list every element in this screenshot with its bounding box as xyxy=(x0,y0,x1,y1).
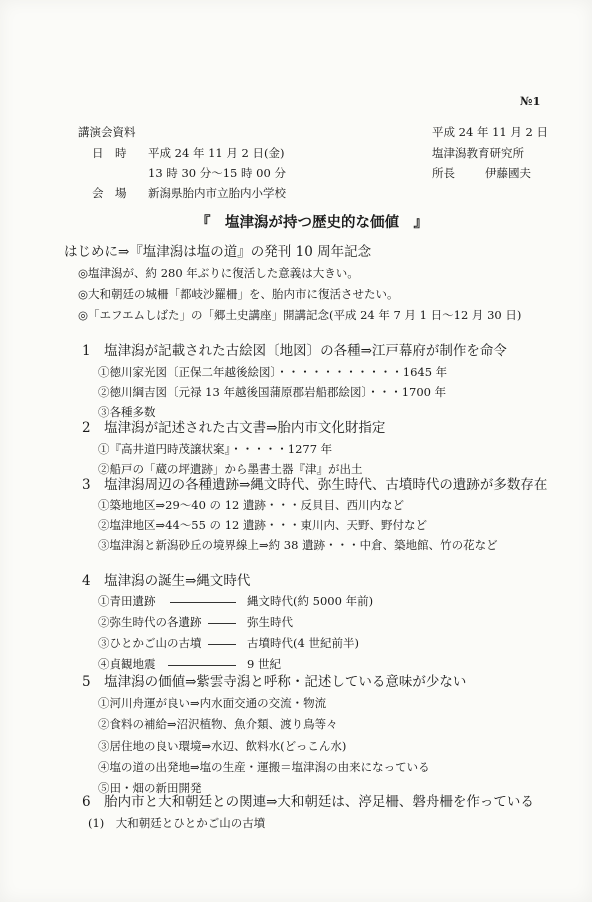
timeline-right: 弥生時代 xyxy=(247,615,293,629)
dash-line xyxy=(170,602,236,603)
dash-line xyxy=(168,665,236,666)
time-value: 13 時 30 分～15 時 00 分 xyxy=(148,166,286,180)
section-heading: 4 塩津潟の誕生⇒縄文時代 xyxy=(82,573,251,589)
section-item: ②塩津地区⇒44～55 の 12 遺跡・・・東川内、天野、野付など xyxy=(98,518,427,532)
author-name: 伊藤國夫 xyxy=(485,166,531,180)
author-role: 所長 xyxy=(432,166,455,180)
timeline-left: ③ひとかご山の古墳 xyxy=(98,636,202,650)
section-item: ①河川舟運が良い⇒内水面交通の交流・物流 xyxy=(98,696,327,710)
doc-type-label: 講演会資料 xyxy=(78,125,136,139)
intro-item: ◎塩津潟が、約 280 年ぶりに復活した意義は大きい。 xyxy=(78,266,359,280)
section-heading: 2 塩津潟が記述された古文書⇒胎内市文化財指定 xyxy=(82,420,386,436)
section-heading: 3 塩津潟周辺の各種遺跡⇒縄文時代、弥生時代、古墳時代の遺跡が多数存在 xyxy=(82,477,548,493)
doc-date: 平成 24 年 11 月 2 日 xyxy=(432,125,549,139)
timeline-left: ②弥生時代の各遺跡 xyxy=(98,615,202,629)
dash-line xyxy=(208,644,236,645)
timeline-right: 古墳時代(4 世紀前半) xyxy=(247,636,359,650)
section-item: (1) 大和朝廷とひとかご山の古墳 xyxy=(88,816,266,830)
document-title: 『 塩津潟が持つ歴史的な価値 』 xyxy=(196,214,428,231)
section-item: ②徳川綱吉図〔元禄 13 年越後国蒲原郡岩船郡絵図〕・・・1700 年 xyxy=(98,385,447,399)
timeline-left: ④貞観地震 xyxy=(98,657,156,671)
venue-value: 新潟県胎内市立胎内小学校 xyxy=(148,186,286,200)
section-item: ③塩津潟と新潟砂丘の境界線上⇒約 38 遺跡・・・中倉、築地館、竹の花など xyxy=(98,538,498,552)
page-number: №1 xyxy=(520,94,541,108)
datetime-label: 日 時 xyxy=(92,146,127,160)
section-heading: 5 塩津潟の価値⇒紫雲寺潟と呼称・記述している意味が少ない xyxy=(82,674,467,690)
intro-item: ◎大和朝廷の城柵「都岐沙羅柵」を、胎内市に復活させたい。 xyxy=(78,287,399,301)
timeline-left: ①青田遺跡 xyxy=(98,594,156,608)
timeline-right: 縄文時代(約 5000 年前) xyxy=(247,594,374,608)
section-heading: 1 塩津潟が記載された古絵図〔地図〕の各種⇒江戸幕府が制作を命令 xyxy=(82,343,507,359)
section-item: ④塩の道の出発地⇒塩の生産・運搬＝塩津潟の由来になっている xyxy=(98,760,430,774)
timeline-right: 9 世紀 xyxy=(247,657,281,671)
section-item: ①築地地区⇒29～40 の 12 遺跡・・・反貝目、西川内など xyxy=(98,498,404,512)
section-item: ①『高井道円時茂譲状案』・・・・・1277 年 xyxy=(98,442,333,456)
section-item: ③各種多数 xyxy=(98,405,156,419)
section-item: ⑤田・畑の新田開発 xyxy=(98,781,202,795)
intro-item: ◎「エフエムしばた」の「郷土史講座」開講記念(平成 24 年 7 月 1 日～12 月 30 日) xyxy=(78,308,522,322)
section-heading: 6 胎内市と大和朝廷との関連⇒大和朝廷は、渟足柵、磐舟柵を作っている xyxy=(82,794,534,810)
section-item: ①徳川家光図〔正保二年越後絵図〕・・・・・・・・・・・1645 年 xyxy=(98,365,448,379)
venue-label: 会 場 xyxy=(92,186,127,200)
datetime-value: 平成 24 年 11 月 2 日(金) xyxy=(148,146,285,160)
organization-name: 塩津潟教育研究所 xyxy=(432,146,524,160)
section-item: ②食料の補給⇒沼沢植物、魚介類、渡り鳥等々 xyxy=(98,717,338,731)
section-item: ③居住地の良い環境⇒水辺、飲料水(どっこん水) xyxy=(98,739,347,753)
section-item: ②船戸の「蔵の坪遺跡」から墨書土器『津』が出土 xyxy=(98,462,363,476)
intro-heading: はじめに⇒『塩津潟は塩の道』の発刊 10 周年記念 xyxy=(64,244,372,260)
dash-line xyxy=(208,623,236,624)
